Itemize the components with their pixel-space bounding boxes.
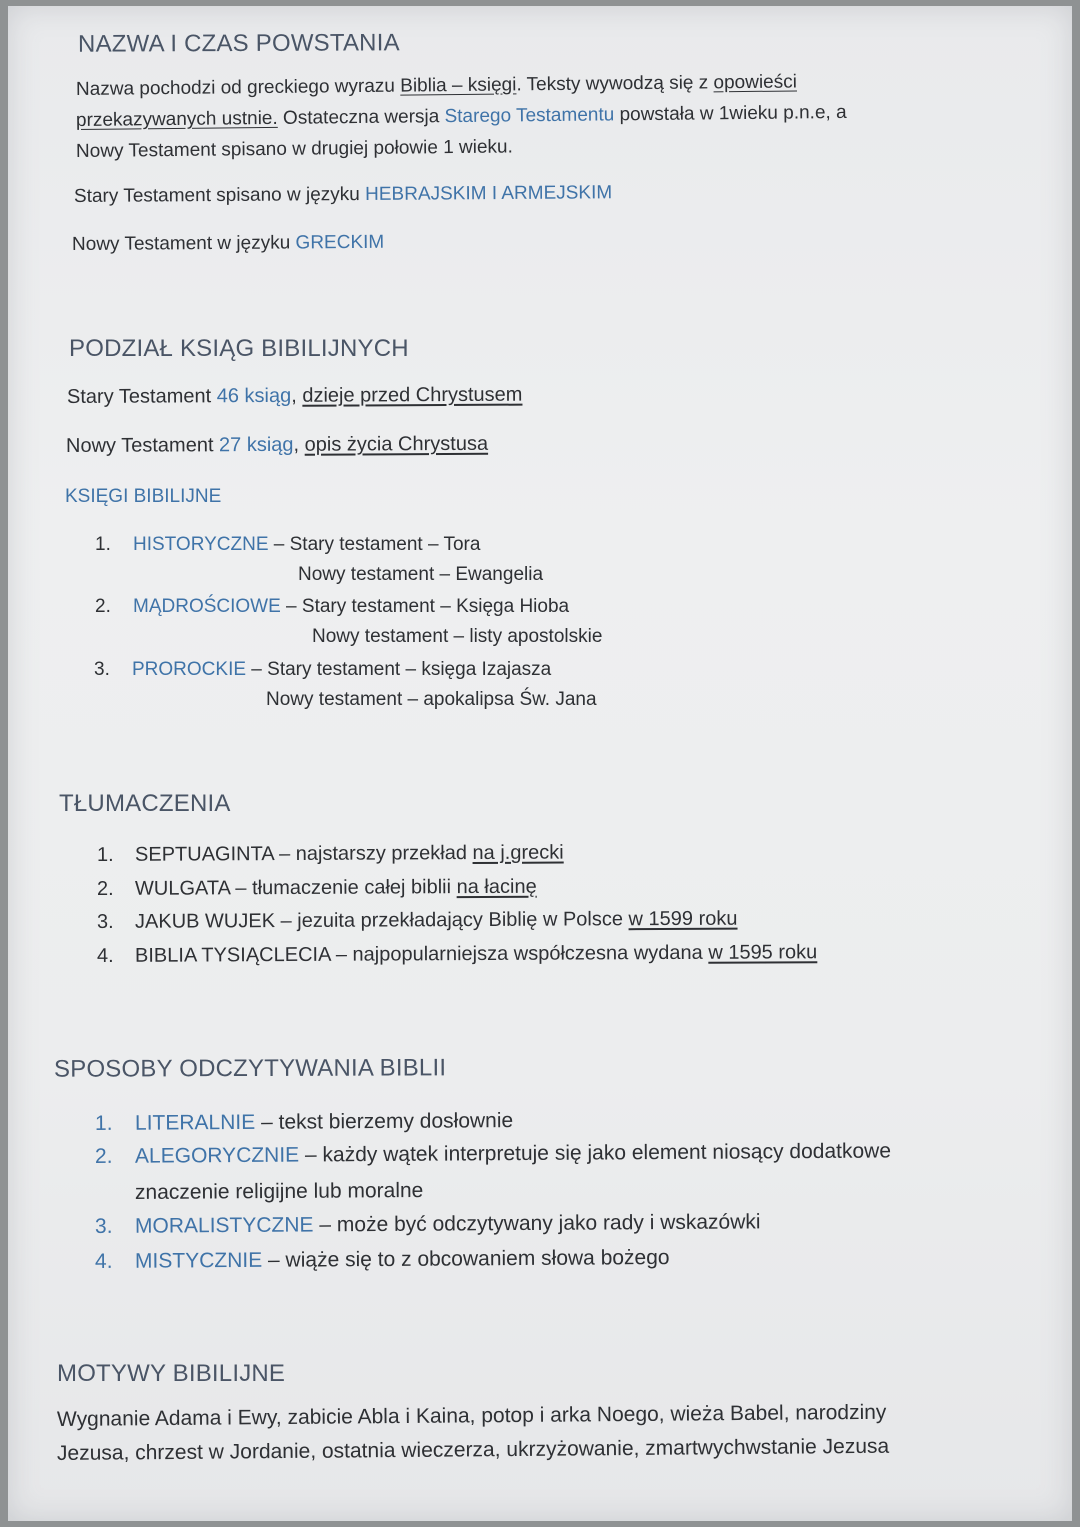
list-number: 2. — [95, 596, 111, 617]
section-heading-reading-methods: SPOSOBY ODCZYTYWANIA BIBLII — [53, 1054, 447, 1083]
list-number: 4. — [94, 1249, 113, 1273]
underlined-text: w 1595 roku — [708, 941, 818, 964]
underlined-text: opowieści — [713, 71, 798, 94]
reading-method-term: ALEGORYCZNIE — [134, 1143, 300, 1168]
book-type-item-cont: Nowy testament – listy apostolskie — [312, 626, 603, 647]
old-testament-language — [74, 177, 612, 212]
text: WULGATA – tłumaczenie całej biblii — [134, 876, 457, 900]
highlighted-text: GRECKIM — [295, 231, 385, 254]
text: Stary Testament spisano w języku — [73, 183, 366, 207]
book-type-item-cont: Nowy testament – Ewangelia — [298, 564, 544, 585]
list-number: 3. — [96, 910, 114, 933]
reading-method-item — [95, 1210, 761, 1239]
reading-method-item — [95, 1246, 670, 1274]
text: JAKUB WUJEK – jezuita przekładający Biblię w Polsce — [134, 908, 629, 933]
list-number: 1. — [96, 843, 114, 866]
text: BIBLIA TYSIĄCLECIA – najpopularniejsza współczesna wydana — [134, 941, 709, 967]
motifs-line-2: Jezusa, chrzest w Jordanie, ostatnia wieczerza, ukrzyżowanie, zmartwychwstanie Jezusa — [56, 1434, 890, 1465]
text: . Teksty wywodzą się z — [516, 72, 714, 96]
text: – Stary testament – księga Izajasza — [246, 659, 552, 680]
list-number: 1. — [94, 1111, 113, 1135]
text: Stary Testament — [66, 385, 217, 408]
highlighted-text: HEBRAJSKIM I ARMEJSKIM — [365, 182, 613, 205]
text: Nazwa pochodzi od greckiego wyrazu — [75, 75, 401, 100]
highlighted-text: Starego Testamentu — [444, 104, 615, 128]
reading-method-term: MISTYCZNIE — [134, 1248, 263, 1273]
underlined-text: na j.grecki — [472, 841, 564, 865]
text: Ostateczna wersja — [277, 106, 445, 129]
underlined-text: opis życia Chrystusa — [304, 432, 489, 456]
reading-method-item-cont: znaczenie religijne lub moralne — [134, 1178, 424, 1204]
subheading-bible-books: KSIĘGI BIBILIJNE — [65, 486, 222, 507]
text: – może być odczytywany jako rady i wskazówki — [313, 1210, 761, 1237]
book-type-item-cont: Nowy testament – apokalipsa Św. Jana — [266, 689, 597, 710]
book-type-item — [95, 596, 569, 618]
text: SEPTUAGINTA – najstarszy przekład — [134, 842, 473, 866]
book-type-label: MĄDROŚCIOWE — [133, 596, 281, 617]
translation-item — [97, 941, 817, 968]
old-testament-books-line — [67, 384, 523, 409]
book-type-label: PROROCKIE — [132, 659, 247, 680]
book-type-item — [95, 534, 480, 556]
section-heading-book-division: PODZIAŁ KSIĄG BIBILIJNYCH — [69, 335, 409, 362]
highlighted-text: 46 ksiąg — [216, 384, 292, 408]
text: – Stary testament – Tora — [268, 534, 481, 555]
list-number: 3. — [94, 659, 110, 680]
reading-method-term: MORALISTYCZNE — [134, 1213, 314, 1238]
book-type-item — [94, 659, 551, 681]
list-number: 1. — [95, 534, 111, 555]
translation-item — [97, 842, 564, 867]
book-type-label: HISTORYCZNE — [133, 534, 269, 555]
text: powstała w 1wieku p.n.e, a — [614, 101, 847, 126]
text: Nowy Testament — [65, 434, 220, 457]
list-number: 2. — [94, 1144, 113, 1168]
origin-paragraph-line-3: Nowy Testament spisano w drugiej połowie 1 wieku. — [75, 136, 513, 162]
text: – tekst bierzemy dosłownie — [255, 1109, 514, 1134]
text: Nowy Testament w języku — [71, 232, 296, 255]
text: , — [291, 384, 303, 407]
section-heading-name-origin: NAZWA I CZAS POWSTANIA — [77, 29, 400, 58]
text: – każdy wątek interpretuje się jako element niosący dodatkowe — [299, 1139, 892, 1167]
underlined-text: dzieje przed Chrystusem — [302, 383, 523, 407]
section-heading-translations: TŁUMACZENIA — [59, 790, 231, 817]
text: – wiąże się to z obcowaniem słowa bożego — [262, 1245, 670, 1272]
text: – Stary testament – Księga Hioba — [280, 596, 570, 617]
list-number: 3. — [94, 1214, 113, 1238]
translation-item — [97, 908, 738, 934]
reading-method-item — [95, 1109, 513, 1136]
highlighted-text: 27 ksiąg — [218, 433, 294, 457]
translation-item — [97, 876, 537, 901]
motifs-line-1: Wygnanie Adama i Ewy, zabicie Abla i Kaina, potop i arka Noego, wieża Babel, narodziny — [56, 1400, 887, 1431]
text: , — [293, 433, 305, 456]
new-testament-books-line — [66, 433, 488, 458]
new-testament-language — [72, 227, 384, 260]
underlined-text: na łacinę — [456, 875, 537, 899]
underlined-text: w 1599 roku — [628, 907, 738, 931]
reading-method-term: LITERALNIE — [134, 1110, 256, 1135]
underlined-text: Biblia – księgi — [400, 74, 517, 97]
list-number: 4. — [96, 944, 114, 967]
underlined-text: przekazywanych ustnie. — [75, 107, 278, 131]
list-number: 2. — [96, 877, 114, 900]
section-heading-biblical-motifs: MOTYWY BIBILIJNE — [57, 1360, 286, 1387]
